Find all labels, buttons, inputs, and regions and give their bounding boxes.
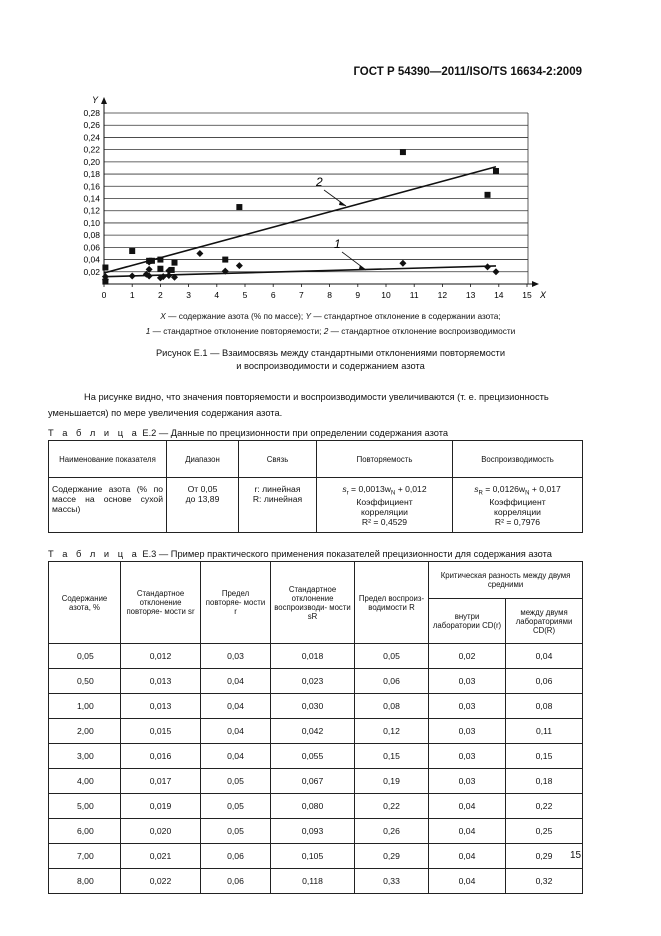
x-tick-label: 11 bbox=[409, 290, 419, 300]
table2-header-repeatability: Повторяемость bbox=[317, 441, 453, 478]
data-point-diamond bbox=[236, 262, 243, 269]
legend-2-text: — стандартное отклонение воспроизводимости bbox=[328, 326, 516, 336]
table-cell: 6,00 bbox=[49, 819, 121, 844]
table-cell: 4,00 bbox=[49, 769, 121, 794]
table3-header-critical-diff: Критическая разность между двумя средними bbox=[429, 562, 583, 599]
table-cell: 0,013 bbox=[121, 694, 201, 719]
repr-symbol: s bbox=[474, 484, 479, 494]
table-cell: 0,15 bbox=[355, 744, 429, 769]
table-cell: 0,19 bbox=[355, 769, 429, 794]
data-point-square bbox=[157, 257, 163, 263]
table2-cell-link bbox=[239, 478, 317, 533]
y-axis-label: Y bbox=[92, 95, 99, 105]
table-cell: 8,00 bbox=[49, 869, 121, 894]
table-cell: 0,08 bbox=[506, 694, 583, 719]
table-row bbox=[49, 844, 583, 869]
table-cell: 0,04 bbox=[429, 844, 506, 869]
x-tick-label: 0 bbox=[101, 290, 107, 300]
data-point-diamond bbox=[492, 268, 499, 275]
table2-row bbox=[49, 478, 583, 533]
table-cell: 0,32 bbox=[506, 869, 583, 894]
table3-title bbox=[48, 549, 552, 559]
table-cell: 0,03 bbox=[429, 769, 506, 794]
x-tick-label: 12 bbox=[437, 290, 448, 300]
repr-formula bbox=[456, 484, 579, 497]
table-cell: 0,03 bbox=[429, 669, 506, 694]
repr-formula-mid: = 0,0126w bbox=[482, 484, 526, 494]
table-row bbox=[49, 819, 583, 844]
data-point-square bbox=[102, 265, 108, 271]
fit-label: 2 bbox=[316, 175, 323, 189]
table-row bbox=[49, 669, 583, 694]
table-cell: 0,25 bbox=[506, 819, 583, 844]
y-tick-label: 0,02 bbox=[83, 266, 100, 277]
data-point-diamond bbox=[484, 263, 491, 270]
precision-data-table bbox=[48, 440, 583, 533]
table-cell: 7,00 bbox=[49, 844, 121, 869]
table-cell: 0,06 bbox=[201, 844, 271, 869]
data-point-diamond bbox=[129, 273, 136, 280]
table-cell: 0,017 bbox=[121, 769, 201, 794]
link-line-1: r: линейная bbox=[254, 484, 301, 494]
rep-line-4: R² = 0,4529 bbox=[361, 516, 408, 527]
x-tick-label: 6 bbox=[270, 290, 276, 300]
table-cell: 0,105 bbox=[271, 844, 355, 869]
table-cell: 0,018 bbox=[271, 644, 355, 669]
repr-line-3: корреляции bbox=[494, 506, 541, 517]
y-tick-label: 0,08 bbox=[83, 230, 100, 241]
repr-sub: R bbox=[478, 490, 483, 497]
legend-y-text: — стандартное отклонение в содержании азота; bbox=[311, 311, 501, 321]
y-tick-label: 0,20 bbox=[83, 156, 100, 167]
data-point-square bbox=[493, 168, 499, 174]
table2-cell-reproducibility bbox=[453, 478, 583, 533]
x-tick-label: 15 bbox=[522, 290, 532, 300]
table-cell: 0,04 bbox=[506, 644, 583, 669]
x-tick-label: 3 bbox=[186, 290, 191, 300]
table-cell: 0,04 bbox=[429, 819, 506, 844]
table-cell: 0,03 bbox=[201, 644, 271, 669]
table-cell: 0,04 bbox=[201, 719, 271, 744]
data-point-square bbox=[172, 260, 178, 266]
table-cell: 0,022 bbox=[121, 869, 201, 894]
table-row bbox=[49, 744, 583, 769]
table-cell: 0,05 bbox=[355, 644, 429, 669]
table-cell: 0,080 bbox=[271, 794, 355, 819]
table-cell: 0,021 bbox=[121, 844, 201, 869]
table-cell: 0,05 bbox=[201, 819, 271, 844]
table-cell: 0,04 bbox=[201, 744, 271, 769]
data-point-square bbox=[236, 204, 242, 210]
legend-2-symbol: 2 bbox=[323, 326, 329, 336]
table-cell: 0,03 bbox=[429, 719, 506, 744]
page-number: 15 bbox=[570, 850, 582, 861]
data-point-square bbox=[400, 149, 406, 155]
document-header: ГОСТ Р 54390—2011/ISO/TS 16634-2:2009 bbox=[353, 66, 582, 78]
data-point-square bbox=[129, 248, 135, 254]
table-cell: 0,29 bbox=[506, 844, 583, 869]
table3-header-r: Предел повторяе- мости r bbox=[201, 562, 271, 644]
y-tick-label: 0,04 bbox=[83, 254, 100, 265]
repr-line-2: Коэффициент bbox=[489, 496, 546, 507]
table-cell: 0,118 bbox=[271, 869, 355, 894]
table2-header-row bbox=[49, 441, 583, 478]
legend-y-symbol: Y bbox=[305, 311, 312, 321]
table2-header-range: Диапазон bbox=[167, 441, 239, 478]
body-paragraph: На рисунке видно, что значения повторяемости и воспроизводимости увеличиваются (т. е. прецизионность уменьшается) по мере увеличения содержания азота. bbox=[48, 392, 549, 418]
table-cell: 0,020 bbox=[121, 819, 201, 844]
table2-header-link: Связь bbox=[239, 441, 317, 478]
table-row bbox=[49, 769, 583, 794]
rep-formula-mid: = 0,0013w bbox=[348, 484, 391, 494]
rep-sub2: N bbox=[390, 490, 396, 497]
link-line-2: R: линейная bbox=[252, 494, 303, 504]
table-cell: 0,06 bbox=[201, 869, 271, 894]
rep-symbol: s bbox=[342, 484, 347, 494]
table2-title-prefix: Т а б л и ц а bbox=[48, 428, 140, 438]
table-cell: 0,016 bbox=[121, 744, 201, 769]
rep-formula bbox=[320, 484, 449, 497]
y-tick-label: 0,06 bbox=[83, 242, 100, 253]
table-cell: 0,22 bbox=[355, 794, 429, 819]
legend-1-text: — стандартное отклонение повторяемости; bbox=[150, 326, 324, 336]
x-tick-label: 13 bbox=[465, 290, 476, 300]
table2-cell-range bbox=[167, 478, 239, 533]
data-point-square bbox=[485, 192, 491, 198]
table-cell: 0,04 bbox=[201, 669, 271, 694]
table-cell: 0,06 bbox=[506, 669, 583, 694]
table-cell: 0,055 bbox=[271, 744, 355, 769]
table-cell: 0,023 bbox=[271, 669, 355, 694]
data-point-square bbox=[149, 258, 155, 264]
rep-formula-end: + 0,012 bbox=[395, 484, 427, 494]
rep-line-2: Коэффициент bbox=[356, 496, 413, 507]
table-cell: 1,00 bbox=[49, 694, 121, 719]
repr-formula-end: + 0,017 bbox=[529, 484, 561, 494]
x-tick-label: 14 bbox=[494, 290, 504, 300]
table-cell: 0,04 bbox=[201, 694, 271, 719]
table-cell: 0,33 bbox=[355, 869, 429, 894]
table-cell: 0,019 bbox=[121, 794, 201, 819]
x-tick-label: 5 bbox=[242, 290, 248, 300]
y-tick-label: 0,26 bbox=[83, 120, 100, 131]
scatter-chart bbox=[0, 0, 661, 320]
table-cell: 0,05 bbox=[201, 794, 271, 819]
table-row bbox=[49, 719, 583, 744]
table3-header-cdr: внутри лаборатории CD(r) bbox=[429, 599, 506, 644]
data-point-square bbox=[157, 266, 163, 272]
x-tick-label: 2 bbox=[158, 290, 163, 300]
table2-title-text: Е.2 — Данные по прецизионности при определении содержания азота bbox=[139, 428, 449, 438]
figure-caption-line-2: и воспроизводимости и содержанием азота bbox=[236, 361, 425, 371]
data-point-diamond bbox=[196, 250, 203, 257]
y-tick-label: 0,12 bbox=[83, 205, 100, 216]
x-tick-label: 7 bbox=[299, 290, 304, 300]
table-cell: 0,093 bbox=[271, 819, 355, 844]
table-cell: 0,11 bbox=[506, 719, 583, 744]
x-tick-label: 9 bbox=[355, 290, 361, 300]
table-cell: 3,00 bbox=[49, 744, 121, 769]
table-cell: 0,18 bbox=[506, 769, 583, 794]
fit-label: 1 bbox=[334, 237, 341, 251]
table-cell: 0,013 bbox=[121, 669, 201, 694]
range-line-1: От 0,05 bbox=[187, 484, 218, 494]
table-cell: 0,06 bbox=[355, 669, 429, 694]
repr-sub2: N bbox=[525, 490, 530, 497]
table3-header-sr: Стандартное отклонение повторяе- мости sr bbox=[121, 562, 201, 644]
table-cell: 0,12 bbox=[355, 719, 429, 744]
fit-label-arrow bbox=[339, 201, 346, 206]
x-tick-label: 4 bbox=[214, 290, 220, 300]
x-tick-label: 8 bbox=[327, 290, 332, 300]
table-cell: 0,015 bbox=[121, 719, 201, 744]
table2-header-name: Наименование показателя bbox=[49, 441, 167, 478]
figure-caption-line-1: Рисунок Е.1 — Взаимосвязь между стандартными отклонениями повторяемости bbox=[155, 348, 506, 358]
rep-line-3: корреляции bbox=[361, 506, 408, 517]
x-tick-label: 1 bbox=[129, 290, 135, 300]
table-cell: 5,00 bbox=[49, 794, 121, 819]
table3-title-prefix: Т а б л и ц а bbox=[48, 549, 140, 559]
table2-title bbox=[48, 428, 448, 438]
y-tick-label: 0,10 bbox=[83, 217, 100, 228]
table-row bbox=[49, 794, 583, 819]
x-tick-label: 10 bbox=[381, 290, 391, 300]
table-cell: 0,042 bbox=[271, 719, 355, 744]
y-tick-label: 0,14 bbox=[83, 193, 100, 204]
table-cell: 2,00 bbox=[49, 719, 121, 744]
precision-application-table bbox=[48, 561, 583, 894]
range-line-2: до 13,89 bbox=[185, 494, 220, 504]
chart-legend-line-2 bbox=[0, 326, 661, 336]
table3-header-sR: Стандартное отклонение воспроизводи- мости sR bbox=[271, 562, 355, 644]
table-cell: 0,03 bbox=[429, 744, 506, 769]
table2-header-reproducibility: Воспроизводимость bbox=[453, 441, 583, 478]
table-cell: 0,03 bbox=[429, 694, 506, 719]
table-row bbox=[49, 644, 583, 669]
table-cell: 0,030 bbox=[271, 694, 355, 719]
table-cell: 0,02 bbox=[429, 644, 506, 669]
table3-header-cdR: между двумя лабораториями CD(R) bbox=[506, 599, 583, 644]
table3-title-text: Е.3 — Пример практического применения показателей прецизионности для содержания азота bbox=[139, 549, 552, 559]
table-cell: 0,04 bbox=[429, 869, 506, 894]
repr-line-4: R² = 0,7976 bbox=[494, 516, 541, 527]
legend-1-symbol: 1 bbox=[145, 326, 151, 336]
x-axis-label: X bbox=[540, 290, 547, 300]
data-point-square bbox=[222, 257, 228, 263]
table-cell: 0,08 bbox=[355, 694, 429, 719]
y-axis-arrow bbox=[101, 97, 107, 104]
y-tick-label: 0,28 bbox=[83, 108, 100, 118]
table-cell: 0,15 bbox=[506, 744, 583, 769]
table3-header-row-1 bbox=[49, 562, 583, 599]
table-cell: 0,04 bbox=[429, 794, 506, 819]
y-tick-label: 0,18 bbox=[83, 169, 100, 180]
table3-header-R: Предел воспроиз- водимости R bbox=[355, 562, 429, 644]
table-row bbox=[49, 694, 583, 719]
table2-cell-repeatability bbox=[317, 478, 453, 533]
table3-header-content: Содержание азота, % bbox=[49, 562, 121, 644]
table-cell: 0,22 bbox=[506, 794, 583, 819]
y-tick-label: 0,22 bbox=[83, 144, 100, 155]
chart-legend-line-1 bbox=[0, 311, 661, 321]
data-point-square bbox=[169, 267, 175, 273]
table-cell: 0,05 bbox=[201, 769, 271, 794]
table2-cell-name: Содержание азота (% по массе на основе сухой массы) bbox=[49, 478, 167, 533]
y-tick-label: 0,24 bbox=[83, 132, 100, 143]
table-cell: 0,05 bbox=[49, 644, 121, 669]
table-cell: 0,067 bbox=[271, 769, 355, 794]
legend-x-symbol: X bbox=[160, 311, 166, 321]
table-cell: 0,50 bbox=[49, 669, 121, 694]
table-cell: 0,012 bbox=[121, 644, 201, 669]
rep-sub: r bbox=[346, 490, 349, 497]
legend-x-text: — содержание азота (% по массе); bbox=[165, 311, 306, 321]
table-cell: 0,26 bbox=[355, 819, 429, 844]
table-cell: 0,29 bbox=[355, 844, 429, 869]
table-row bbox=[49, 869, 583, 894]
data-point-square bbox=[102, 279, 108, 285]
data-point-diamond bbox=[399, 260, 406, 267]
y-tick-label: 0,16 bbox=[83, 181, 100, 192]
table3-body bbox=[49, 644, 583, 894]
x-axis-arrow bbox=[532, 281, 539, 287]
